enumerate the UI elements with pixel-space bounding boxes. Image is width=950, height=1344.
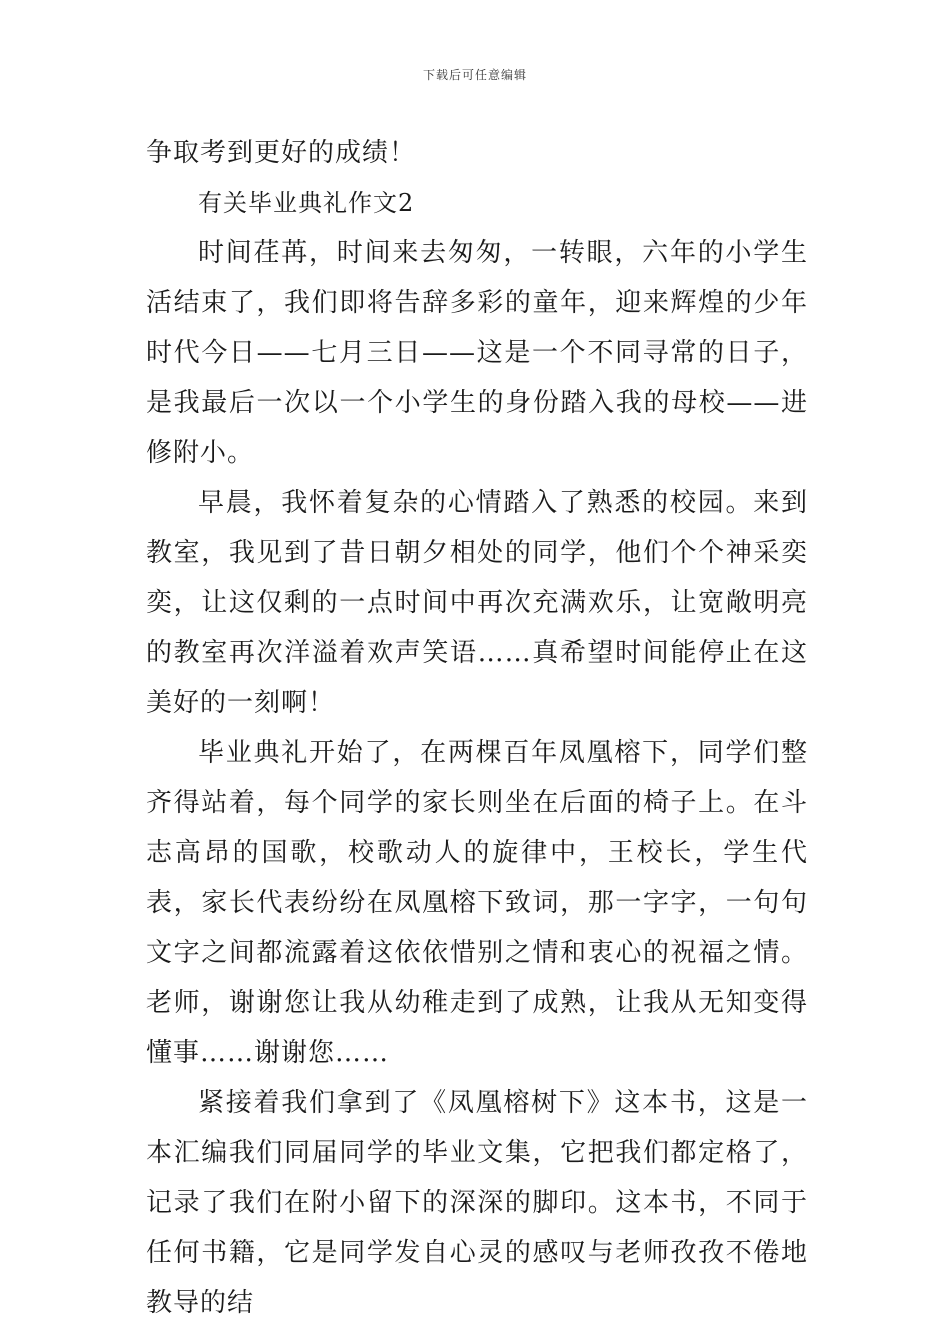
opening-line: 争取考到更好的成绩！ (146, 138, 417, 168)
document-body (146, 128, 808, 1328)
paragraph-1: 时间荏苒，时间来去匆匆，一转眼，六年的小学生活结束了，我们即将告辞多彩的童年，迎来辉煌的少年时代今日——七月三日——这是一个不同寻常的日子，是我最后一次以一个小学生的身份踏入我的母校——进修附小。 (146, 238, 808, 468)
paragraph-3: 毕业典礼开始了，在两棵百年凤凰榕下，同学们整齐得站着，每个同学的家长则坐在后面的椅子上。在斗志高昂的国歌，校歌动人的旋律中，王校长，学生代表，家长代表纷纷在凤凰榕下致词，那一字字，一句句文字之间都流露着这依依惜别之情和衷心的祝福之情。老师，谢谢您让我从幼稚走到了成熟，让我从无知变得懂事……谢谢您…… (146, 738, 808, 1068)
page-header-note: 下载后可任意编辑 (422, 68, 527, 82)
section-title: 有关毕业典礼作文2 (198, 189, 415, 217)
paragraph-4: 紧接着我们拿到了《凤凰榕树下》这本书，这是一本汇编我们同届同学的毕业文集，它把我们都定格了，记录了我们在附小留下的深深的脚印。这本书，不同于任何书籍，它是同学发自心灵的感叹与老师孜孜不倦地教导的结 (146, 1088, 808, 1318)
paragraph-2: 早晨，我怀着复杂的心情踏入了熟悉的校园。来到教室，我见到了昔日朝夕相处的同学，他们个个神采奕奕，让这仅剩的一点时间中再次充满欢乐，让宽敞明亮的教室再次洋溢着欢声笑语……真希望时间能停止在这美好的一刻啊！ (146, 488, 808, 718)
